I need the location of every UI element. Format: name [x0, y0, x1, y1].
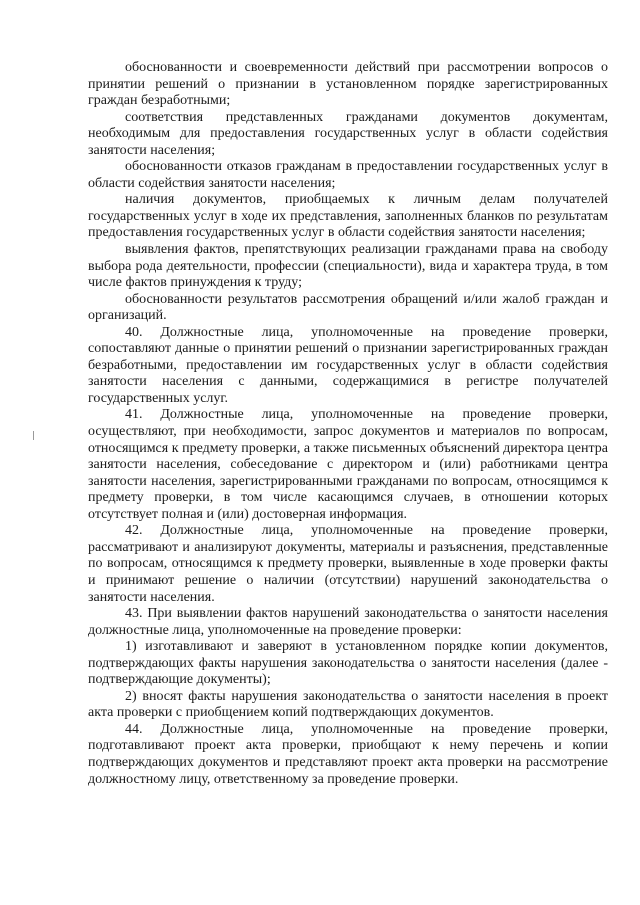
paragraph-item: обоснованности результатов рассмотрения обращений и/или жалоб граждан и организаций.: [88, 291, 608, 324]
paragraph-item: соответствия представленных гражданами документов документам, необходимым для предоставления государственных услуг в области содействия занятости населения;: [88, 109, 608, 158]
clause-43-subitem-1: 1) изготавливают и заверяют в установленном порядке копии документов, подтверждающих факты нарушения законодательства о занятости населения (далее - подтверждающие документы);: [88, 639, 608, 688]
clause-42: 42. Должностные лица, уполномоченные на проведение проверки, рассматривают и анализируют документы, материалы и разъяснения, представленные по вопросам, относящимся к предмету проверки, выявленные в ходе проверки факты и принимают решение о наличии (отсутствии) нарушений законодательства о занятости населения.: [88, 523, 608, 605]
clause-40: 40. Должностные лица, уполномоченные на проведение проверки, сопоставляют данные о принятии решений о признании зарегистрированных граждан безработными, предоставлении им государственных услуг в области содействия занятости населения с данными, содержащимися в регистре получателей государственных услуг.: [88, 324, 608, 406]
paragraph-item: обоснованности и своевременности действий при рассмотрении вопросов о принятии решений о признании в установленном порядке зарегистрированных граждан безработными;: [88, 60, 608, 109]
clause-41: 41. Должностные лица, уполномоченные на проведение проверки, осуществляют, при необходимости, запрос документов и материалов по вопросам, относящимся к предмету проверки, а также письменных объяснений директора центра занятости населения, собеседование с директором и (или) работниками центра занятости населения, зарегистрированными гражданами по вопросам, относящимся к предмету проверки, в том числе касающимся случаев, в отношении которых отсутствует полная и (или) достоверная информация.: [88, 407, 608, 522]
clause-43: 43. При выявлении фактов нарушений законодательства о занятости населения должностные лица, уполномоченные на проведение проверки:: [88, 606, 608, 638]
paragraph-item: обоснованности отказов гражданам в предоставлении государственных услуг в области содействия занятости населения;: [88, 159, 608, 191]
paragraph-item: наличия документов, приобщаемых к личным делам получателей государственных услуг в ходе их представления, заполненных бланков по результатам предоставления государственных услуг в области содействия занятости населения;: [88, 192, 608, 241]
document-body: [88, 60, 608, 788]
scan-margin-mark: [33, 431, 34, 440]
paragraph-item: выявления фактов, препятствующих реализации гражданами права на свободу выбора рода деятельности, профессии (специальности), вида и характера труда, в том числе фактов принуждения к труду;: [88, 242, 608, 291]
clause-44: 44. Должностные лица, уполномоченные на проведение проверки, подготавливают проект акта проверки, приобщают к нему перечень и копии подтверждающих документов и представляют проект акта проверки на рассмотрение должностному лицу, ответственному за проведение проверки.: [88, 721, 608, 787]
clause-43-subitem-2: 2) вносят факты нарушения законодательства о занятости населения в проект акта проверки с приобщением копий подтверждающих документов.: [88, 688, 608, 721]
